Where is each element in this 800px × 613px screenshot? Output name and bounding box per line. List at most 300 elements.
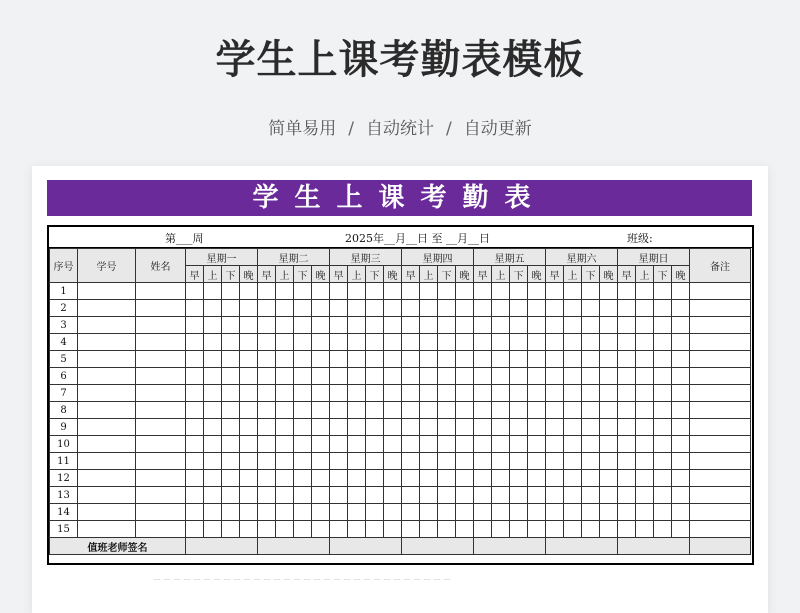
attendance-cell[interactable] [136, 385, 186, 402]
attendance-cell[interactable] [294, 317, 312, 334]
attendance-cell[interactable] [564, 317, 582, 334]
attendance-cell[interactable] [438, 385, 456, 402]
attendance-cell[interactable] [600, 368, 618, 385]
attendance-cell[interactable] [348, 283, 366, 300]
attendance-cell[interactable] [492, 470, 510, 487]
remarks-cell[interactable] [690, 504, 751, 521]
attendance-cell[interactable] [636, 283, 654, 300]
attendance-cell[interactable] [618, 470, 636, 487]
attendance-cell[interactable] [546, 521, 564, 538]
attendance-cell[interactable] [564, 351, 582, 368]
attendance-cell[interactable] [474, 334, 492, 351]
attendance-cell[interactable] [240, 402, 258, 419]
attendance-cell[interactable] [510, 283, 528, 300]
attendance-cell[interactable] [546, 300, 564, 317]
attendance-cell[interactable] [384, 453, 402, 470]
attendance-cell[interactable] [312, 419, 330, 436]
attendance-cell[interactable] [348, 419, 366, 436]
attendance-cell[interactable] [564, 470, 582, 487]
attendance-cell[interactable] [258, 351, 276, 368]
attendance-cell[interactable] [366, 402, 384, 419]
attendance-cell[interactable] [136, 436, 186, 453]
attendance-cell[interactable] [78, 504, 136, 521]
attendance-cell[interactable] [402, 504, 420, 521]
attendance-cell[interactable] [294, 385, 312, 402]
attendance-cell[interactable] [456, 351, 474, 368]
attendance-cell[interactable] [186, 436, 204, 453]
attendance-cell[interactable] [186, 300, 204, 317]
attendance-cell[interactable] [348, 521, 366, 538]
attendance-cell[interactable] [672, 504, 690, 521]
attendance-cell[interactable] [78, 419, 136, 436]
attendance-cell[interactable] [136, 368, 186, 385]
date-range-field[interactable]: 2025年__月__日 至 __月__日 [345, 232, 490, 245]
signature-cell[interactable] [690, 538, 751, 555]
attendance-cell[interactable] [384, 300, 402, 317]
attendance-cell[interactable] [258, 300, 276, 317]
attendance-cell[interactable] [204, 453, 222, 470]
signature-cell[interactable] [186, 538, 258, 555]
attendance-cell[interactable] [672, 521, 690, 538]
attendance-cell[interactable] [136, 317, 186, 334]
attendance-cell[interactable] [600, 385, 618, 402]
attendance-cell[interactable] [456, 300, 474, 317]
attendance-cell[interactable] [366, 317, 384, 334]
attendance-cell[interactable] [240, 368, 258, 385]
attendance-cell[interactable] [348, 402, 366, 419]
attendance-cell[interactable] [546, 453, 564, 470]
attendance-cell[interactable] [528, 317, 546, 334]
attendance-cell[interactable] [510, 487, 528, 504]
attendance-cell[interactable] [186, 385, 204, 402]
attendance-cell[interactable] [136, 283, 186, 300]
attendance-cell[interactable] [654, 470, 672, 487]
remarks-cell[interactable] [690, 470, 751, 487]
attendance-cell[interactable] [366, 419, 384, 436]
attendance-cell[interactable] [420, 351, 438, 368]
attendance-cell[interactable] [456, 334, 474, 351]
attendance-cell[interactable] [456, 436, 474, 453]
attendance-cell[interactable] [636, 385, 654, 402]
attendance-cell[interactable] [258, 334, 276, 351]
attendance-cell[interactable] [348, 317, 366, 334]
attendance-cell[interactable] [330, 470, 348, 487]
remarks-cell[interactable] [690, 385, 751, 402]
attendance-cell[interactable] [312, 453, 330, 470]
attendance-cell[interactable] [222, 419, 240, 436]
attendance-cell[interactable] [348, 504, 366, 521]
attendance-cell[interactable] [546, 487, 564, 504]
attendance-cell[interactable] [438, 283, 456, 300]
attendance-cell[interactable] [276, 470, 294, 487]
attendance-cell[interactable] [366, 470, 384, 487]
attendance-cell[interactable] [420, 487, 438, 504]
attendance-cell[interactable] [510, 521, 528, 538]
attendance-cell[interactable] [600, 334, 618, 351]
attendance-cell[interactable] [528, 436, 546, 453]
attendance-cell[interactable] [672, 317, 690, 334]
attendance-cell[interactable] [294, 436, 312, 453]
attendance-cell[interactable] [582, 521, 600, 538]
attendance-cell[interactable] [240, 436, 258, 453]
attendance-cell[interactable] [456, 470, 474, 487]
attendance-cell[interactable] [348, 351, 366, 368]
attendance-cell[interactable] [600, 504, 618, 521]
attendance-cell[interactable] [528, 470, 546, 487]
attendance-cell[interactable] [312, 283, 330, 300]
attendance-cell[interactable] [366, 351, 384, 368]
attendance-cell[interactable] [618, 487, 636, 504]
attendance-cell[interactable] [330, 436, 348, 453]
attendance-cell[interactable] [366, 334, 384, 351]
attendance-cell[interactable] [222, 300, 240, 317]
attendance-cell[interactable] [136, 300, 186, 317]
attendance-cell[interactable] [136, 470, 186, 487]
attendance-cell[interactable] [456, 504, 474, 521]
attendance-cell[interactable] [204, 317, 222, 334]
remarks-cell[interactable] [690, 334, 751, 351]
attendance-cell[interactable] [438, 419, 456, 436]
attendance-cell[interactable] [582, 351, 600, 368]
attendance-cell[interactable] [528, 487, 546, 504]
attendance-cell[interactable] [204, 385, 222, 402]
attendance-cell[interactable] [456, 419, 474, 436]
attendance-cell[interactable] [672, 436, 690, 453]
remarks-cell[interactable] [690, 351, 751, 368]
attendance-cell[interactable] [222, 521, 240, 538]
attendance-cell[interactable] [402, 385, 420, 402]
attendance-cell[interactable] [618, 334, 636, 351]
attendance-cell[interactable] [546, 351, 564, 368]
attendance-cell[interactable] [528, 419, 546, 436]
attendance-cell[interactable] [330, 487, 348, 504]
attendance-cell[interactable] [654, 504, 672, 521]
attendance-cell[interactable] [654, 521, 672, 538]
attendance-cell[interactable] [618, 368, 636, 385]
attendance-cell[interactable] [402, 470, 420, 487]
attendance-cell[interactable] [276, 300, 294, 317]
attendance-cell[interactable] [204, 470, 222, 487]
attendance-cell[interactable] [312, 521, 330, 538]
attendance-cell[interactable] [564, 453, 582, 470]
attendance-cell[interactable] [204, 283, 222, 300]
attendance-cell[interactable] [672, 487, 690, 504]
attendance-cell[interactable] [438, 334, 456, 351]
attendance-cell[interactable] [636, 334, 654, 351]
attendance-cell[interactable] [474, 368, 492, 385]
attendance-cell[interactable] [330, 334, 348, 351]
attendance-cell[interactable] [600, 419, 618, 436]
attendance-cell[interactable] [276, 402, 294, 419]
attendance-cell[interactable] [258, 317, 276, 334]
attendance-cell[interactable] [258, 521, 276, 538]
attendance-cell[interactable] [492, 436, 510, 453]
attendance-cell[interactable] [240, 300, 258, 317]
attendance-cell[interactable] [474, 521, 492, 538]
attendance-cell[interactable] [136, 504, 186, 521]
attendance-cell[interactable] [222, 283, 240, 300]
attendance-cell[interactable] [636, 521, 654, 538]
attendance-cell[interactable] [582, 453, 600, 470]
attendance-cell[interactable] [438, 300, 456, 317]
attendance-cell[interactable] [258, 283, 276, 300]
attendance-cell[interactable] [438, 521, 456, 538]
attendance-cell[interactable] [654, 487, 672, 504]
attendance-cell[interactable] [402, 419, 420, 436]
attendance-cell[interactable] [564, 487, 582, 504]
attendance-cell[interactable] [276, 385, 294, 402]
attendance-cell[interactable] [384, 351, 402, 368]
remarks-cell[interactable] [690, 317, 751, 334]
attendance-cell[interactable] [564, 402, 582, 419]
attendance-cell[interactable] [276, 334, 294, 351]
attendance-cell[interactable] [384, 385, 402, 402]
attendance-cell[interactable] [492, 521, 510, 538]
attendance-cell[interactable] [528, 453, 546, 470]
attendance-cell[interactable] [636, 470, 654, 487]
attendance-cell[interactable] [492, 334, 510, 351]
attendance-cell[interactable] [204, 351, 222, 368]
attendance-cell[interactable] [438, 436, 456, 453]
attendance-cell[interactable] [600, 402, 618, 419]
attendance-cell[interactable] [600, 317, 618, 334]
attendance-cell[interactable] [474, 487, 492, 504]
attendance-cell[interactable] [492, 351, 510, 368]
attendance-cell[interactable] [294, 419, 312, 436]
attendance-cell[interactable] [330, 521, 348, 538]
attendance-cell[interactable] [564, 300, 582, 317]
attendance-cell[interactable] [186, 470, 204, 487]
attendance-cell[interactable] [672, 470, 690, 487]
attendance-cell[interactable] [582, 368, 600, 385]
attendance-cell[interactable] [258, 385, 276, 402]
attendance-cell[interactable] [420, 283, 438, 300]
attendance-cell[interactable] [510, 504, 528, 521]
attendance-cell[interactable] [348, 300, 366, 317]
attendance-cell[interactable] [600, 487, 618, 504]
attendance-cell[interactable] [222, 436, 240, 453]
attendance-cell[interactable] [366, 436, 384, 453]
attendance-cell[interactable] [276, 436, 294, 453]
attendance-cell[interactable] [546, 385, 564, 402]
attendance-cell[interactable] [600, 436, 618, 453]
attendance-cell[interactable] [420, 436, 438, 453]
attendance-cell[interactable] [258, 470, 276, 487]
attendance-cell[interactable] [672, 419, 690, 436]
attendance-cell[interactable] [510, 419, 528, 436]
attendance-cell[interactable] [78, 300, 136, 317]
attendance-cell[interactable] [582, 487, 600, 504]
attendance-cell[interactable] [384, 317, 402, 334]
attendance-cell[interactable] [510, 453, 528, 470]
attendance-cell[interactable] [600, 351, 618, 368]
attendance-cell[interactable] [654, 453, 672, 470]
attendance-cell[interactable] [546, 470, 564, 487]
attendance-cell[interactable] [186, 419, 204, 436]
attendance-cell[interactable] [582, 419, 600, 436]
attendance-cell[interactable] [582, 385, 600, 402]
attendance-cell[interactable] [492, 283, 510, 300]
attendance-cell[interactable] [600, 283, 618, 300]
attendance-cell[interactable] [672, 334, 690, 351]
attendance-cell[interactable] [618, 419, 636, 436]
attendance-cell[interactable] [330, 453, 348, 470]
attendance-cell[interactable] [384, 504, 402, 521]
attendance-cell[interactable] [330, 385, 348, 402]
attendance-cell[interactable] [420, 385, 438, 402]
attendance-cell[interactable] [600, 521, 618, 538]
attendance-cell[interactable] [366, 300, 384, 317]
signature-cell[interactable] [402, 538, 474, 555]
attendance-cell[interactable] [456, 317, 474, 334]
attendance-cell[interactable] [312, 436, 330, 453]
attendance-cell[interactable] [294, 368, 312, 385]
attendance-cell[interactable] [136, 334, 186, 351]
signature-cell[interactable] [258, 538, 330, 555]
attendance-cell[interactable] [294, 487, 312, 504]
signature-cell[interactable] [474, 538, 546, 555]
attendance-cell[interactable] [636, 436, 654, 453]
attendance-cell[interactable] [276, 368, 294, 385]
attendance-cell[interactable] [186, 521, 204, 538]
attendance-cell[interactable] [222, 487, 240, 504]
attendance-cell[interactable] [312, 300, 330, 317]
attendance-cell[interactable] [366, 453, 384, 470]
attendance-cell[interactable] [402, 521, 420, 538]
attendance-cell[interactable] [258, 487, 276, 504]
attendance-cell[interactable] [78, 487, 136, 504]
attendance-cell[interactable] [600, 300, 618, 317]
attendance-cell[interactable] [618, 283, 636, 300]
attendance-cell[interactable] [384, 436, 402, 453]
remarks-cell[interactable] [690, 521, 751, 538]
attendance-cell[interactable] [240, 317, 258, 334]
attendance-cell[interactable] [222, 317, 240, 334]
attendance-cell[interactable] [420, 453, 438, 470]
attendance-cell[interactable] [636, 419, 654, 436]
attendance-cell[interactable] [78, 470, 136, 487]
attendance-cell[interactable] [402, 368, 420, 385]
attendance-cell[interactable] [528, 504, 546, 521]
attendance-cell[interactable] [456, 402, 474, 419]
attendance-cell[interactable] [582, 504, 600, 521]
attendance-cell[interactable] [240, 487, 258, 504]
attendance-cell[interactable] [420, 368, 438, 385]
attendance-cell[interactable] [330, 419, 348, 436]
attendance-cell[interactable] [438, 351, 456, 368]
attendance-cell[interactable] [78, 436, 136, 453]
attendance-cell[interactable] [672, 351, 690, 368]
attendance-cell[interactable] [186, 368, 204, 385]
attendance-cell[interactable] [186, 453, 204, 470]
attendance-cell[interactable] [564, 283, 582, 300]
attendance-cell[interactable] [258, 504, 276, 521]
week-field[interactable]: 第___周 [165, 232, 204, 245]
attendance-cell[interactable] [402, 351, 420, 368]
attendance-cell[interactable] [294, 453, 312, 470]
attendance-cell[interactable] [600, 470, 618, 487]
attendance-cell[interactable] [420, 504, 438, 521]
attendance-cell[interactable] [528, 368, 546, 385]
attendance-cell[interactable] [240, 470, 258, 487]
attendance-cell[interactable] [78, 368, 136, 385]
attendance-cell[interactable] [510, 436, 528, 453]
attendance-cell[interactable] [474, 317, 492, 334]
attendance-cell[interactable] [654, 419, 672, 436]
attendance-cell[interactable] [510, 351, 528, 368]
attendance-cell[interactable] [492, 504, 510, 521]
attendance-cell[interactable] [474, 402, 492, 419]
attendance-cell[interactable] [492, 453, 510, 470]
attendance-cell[interactable] [528, 402, 546, 419]
attendance-cell[interactable] [258, 368, 276, 385]
attendance-cell[interactable] [204, 300, 222, 317]
attendance-cell[interactable] [420, 521, 438, 538]
attendance-cell[interactable] [348, 453, 366, 470]
attendance-cell[interactable] [276, 453, 294, 470]
attendance-cell[interactable] [312, 368, 330, 385]
attendance-cell[interactable] [348, 385, 366, 402]
attendance-cell[interactable] [438, 368, 456, 385]
remarks-cell[interactable] [690, 436, 751, 453]
attendance-cell[interactable] [204, 521, 222, 538]
attendance-cell[interactable] [276, 283, 294, 300]
attendance-cell[interactable] [582, 317, 600, 334]
remarks-cell[interactable] [690, 300, 751, 317]
attendance-cell[interactable] [312, 487, 330, 504]
attendance-cell[interactable] [312, 385, 330, 402]
attendance-cell[interactable] [204, 368, 222, 385]
signature-cell[interactable] [330, 538, 402, 555]
attendance-cell[interactable] [240, 334, 258, 351]
attendance-cell[interactable] [258, 453, 276, 470]
attendance-cell[interactable] [510, 368, 528, 385]
attendance-cell[interactable] [492, 402, 510, 419]
attendance-cell[interactable] [330, 402, 348, 419]
attendance-cell[interactable] [582, 283, 600, 300]
attendance-cell[interactable] [654, 317, 672, 334]
attendance-cell[interactable] [186, 283, 204, 300]
attendance-cell[interactable] [456, 487, 474, 504]
attendance-cell[interactable] [474, 385, 492, 402]
attendance-cell[interactable] [330, 300, 348, 317]
attendance-cell[interactable] [618, 453, 636, 470]
attendance-cell[interactable] [564, 521, 582, 538]
attendance-cell[interactable] [384, 419, 402, 436]
attendance-cell[interactable] [276, 351, 294, 368]
attendance-cell[interactable] [474, 504, 492, 521]
attendance-cell[interactable] [672, 300, 690, 317]
attendance-cell[interactable] [312, 334, 330, 351]
attendance-cell[interactable] [78, 334, 136, 351]
attendance-cell[interactable] [564, 334, 582, 351]
attendance-cell[interactable] [136, 453, 186, 470]
attendance-cell[interactable] [546, 419, 564, 436]
attendance-cell[interactable] [222, 351, 240, 368]
attendance-cell[interactable] [492, 317, 510, 334]
attendance-cell[interactable] [222, 504, 240, 521]
attendance-cell[interactable] [528, 334, 546, 351]
attendance-cell[interactable] [276, 487, 294, 504]
attendance-cell[interactable] [366, 385, 384, 402]
attendance-cell[interactable] [204, 402, 222, 419]
attendance-cell[interactable] [312, 470, 330, 487]
attendance-cell[interactable] [294, 521, 312, 538]
attendance-cell[interactable] [78, 521, 136, 538]
remarks-cell[interactable] [690, 368, 751, 385]
attendance-cell[interactable] [636, 300, 654, 317]
attendance-cell[interactable] [456, 453, 474, 470]
